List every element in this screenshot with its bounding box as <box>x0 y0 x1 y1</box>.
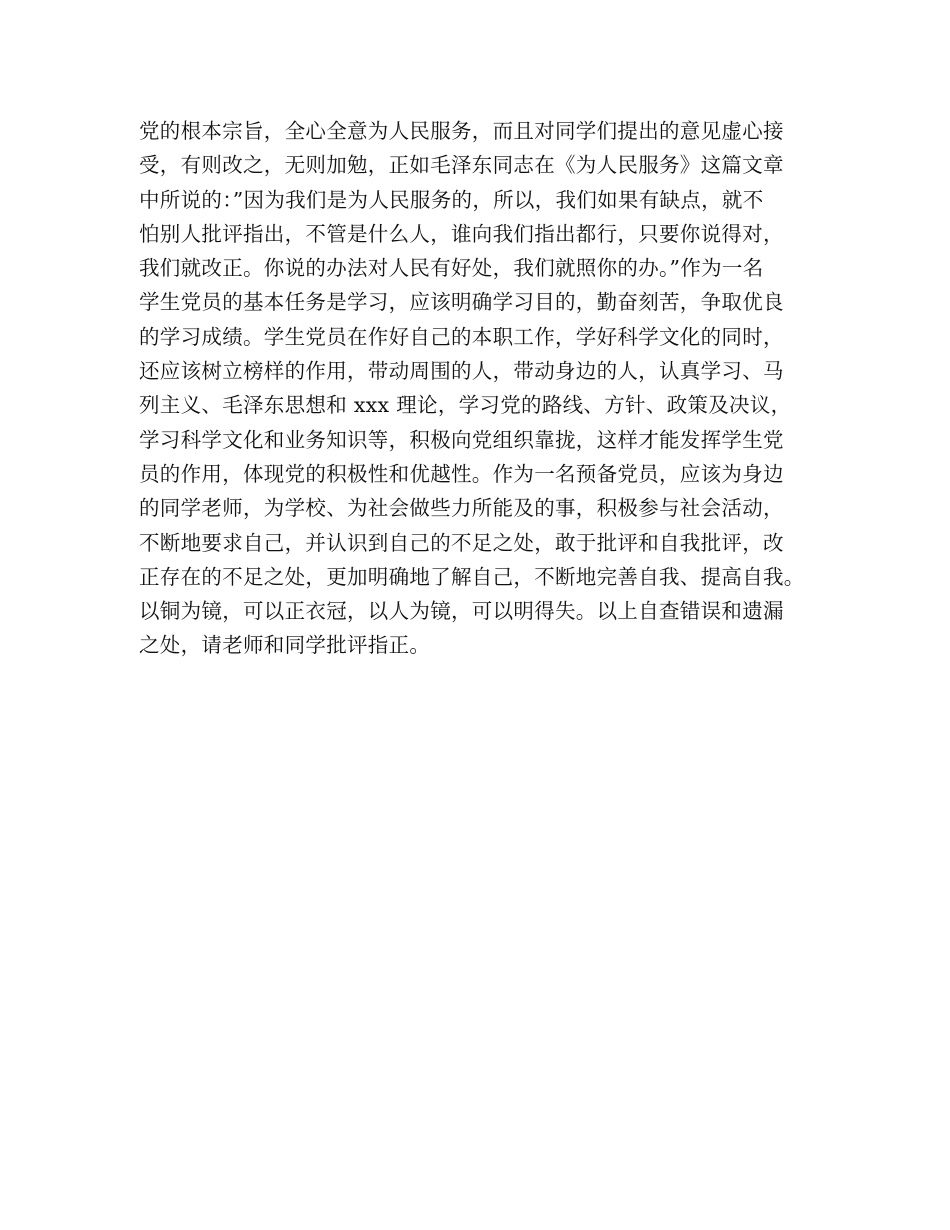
text-line: 我们就改正。你说的办法对人民有好处，我们就照你的办。”作为一名 <box>139 256 764 281</box>
text-line: 的学习成绩。学生党员在作好自己的本职工作，学好科学文化的同时， <box>139 324 784 349</box>
text-line: 之处，请老师和同学批评指正。 <box>139 633 431 658</box>
text-line: 以铜为镜，可以正衣冠，以人为镜，可以明得失。以上自查错误和遗漏 <box>139 599 784 624</box>
text-line: 怕别人批评指出，不管是什么人，谁向我们指出都行，只要你说得对， <box>139 221 784 246</box>
text-line: 列主义、毛泽东思想和 xxx 理论，学习党的路线、方针、政策及决议， <box>139 393 792 418</box>
text-line: 的同学老师，为学校、为社会做些力所能及的事，积极参与社会活动， <box>139 496 784 521</box>
text-line: 党的根本宗旨，全心全意为人民服务，而且对同学们提出的意见虚心接 <box>139 119 784 143</box>
body-paragraph <box>139 114 839 663</box>
text-line: 还应该树立榜样的作用，带动周围的人，带动身边的人，认真学习、马 <box>139 359 784 384</box>
text-line: 不断地要求自己，并认识到自己的不足之处，敢于批评和自我批评，改 <box>139 530 784 555</box>
text-line: 学习科学文化和业务知识等，积极向党组织靠拢，这样才能发挥学生党 <box>139 427 784 452</box>
text-line: 员的作用，体现党的积极性和优越性。作为一名预备党员，应该为身边 <box>139 461 784 486</box>
text-line: 学生党员的基本任务是学习，应该明确学习目的，勤奋刻苦，争取优良 <box>139 290 784 315</box>
text-line: 正存在的不足之处，更加明确地了解自己，不断地完善自我、提高自我。 <box>139 564 805 589</box>
text-line: 受，有则改之，无则加勉，正如毛泽东同志在《为人民服务》这篇文章 <box>139 153 784 178</box>
text-line: 中所说的：”因为我们是为人民服务的，所以，我们如果有缺点，就不 <box>139 187 764 212</box>
